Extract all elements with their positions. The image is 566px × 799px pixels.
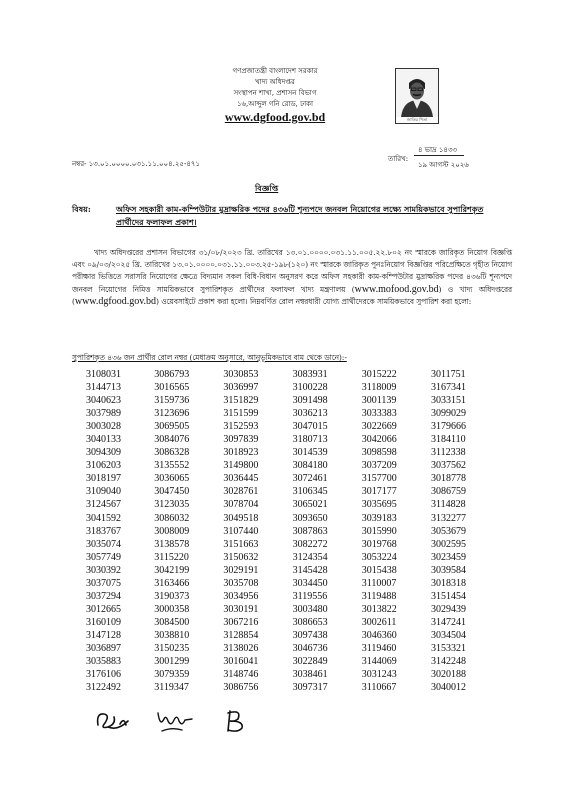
roll-number-cell: 3030392 [86,564,121,576]
roll-number-cell: 3093650 [292,512,328,524]
roll-number-cell: 3015990 [361,525,397,537]
roll-number-cell: 3040133 [86,434,121,446]
roll-number-cell: 3106203 [86,460,121,472]
roll-number-cell: 3115220 [154,551,189,563]
roll-number-cell: 3109040 [86,486,121,498]
roll-number-cell: 3037075 [86,577,121,589]
roll-number-cell: 3038461 [292,669,328,681]
roll-number-cell: 3147241 [430,616,466,628]
table-row [86,485,501,498]
date-label: তারিখ: [388,155,409,163]
roll-number-cell: 3119347 [154,682,189,694]
table-row [86,603,501,616]
signature-1 [90,705,142,735]
date-divider [414,155,464,156]
roll-number-cell: 3040623 [86,395,121,407]
roll-number-cell: 3097438 [292,629,328,641]
roll-number-cell: 3028761 [223,486,259,498]
table-row [86,381,501,394]
roll-number-cell: 3149800 [223,460,259,472]
roll-number-cell: 3046360 [361,629,397,641]
roll-number-cell: 3114828 [430,499,466,511]
roll-number-cell: 3151599 [223,408,259,420]
table-row [86,564,501,577]
roll-number-cell: 3036213 [292,408,328,420]
roll-number-cell: 3152593 [223,421,259,433]
roll-number-cell: 3086759 [430,486,466,498]
roll-number-cell: 3084500 [154,616,190,628]
roll-number-cell: 3049518 [223,512,259,524]
roll-number-cell: 3015222 [361,369,397,380]
roll-number-cell: 3067216 [223,616,259,628]
roll-number-cell: 3037294 [86,590,121,602]
table-row [86,512,501,525]
roll-number-cell: 3150632 [223,551,259,563]
roll-number-cell: 3017177 [361,486,397,498]
roll-number-cell: 3065021 [292,499,328,511]
subject-label: বিষয়: [72,204,91,214]
roll-number-cell: 3003028 [86,421,121,433]
roll-number-cell: 3144069 [361,656,397,668]
table-row [86,681,501,694]
roll-number-cell: 3036445 [223,473,259,485]
roll-number-cell: 3018197 [86,473,121,485]
roll-number-cell: 3144713 [86,382,121,394]
roll-number-cell: 3046736 [292,642,328,654]
roll-number-cell: 3119488 [361,590,397,602]
table-row [86,459,501,472]
roll-number-cell: 3030191 [223,603,259,615]
roll-number-cell: 3035708 [223,577,259,589]
roll-number-cell: 3148746 [223,669,259,681]
roll-number-cell: 3079359 [154,669,190,681]
roll-number-cell: 3034504 [430,629,466,641]
roll-number-cell: 3087863 [292,525,328,537]
body-paragraph [72,247,512,308]
notice-title: বিজ্ঞপ্তি [255,183,279,193]
signature-2 [152,705,204,735]
roll-number-cell: 3040012 [430,682,466,694]
table-row [86,642,501,655]
date-bangla: ৪ ভাদ্র ১৪৩৩ [418,146,458,154]
letterhead [200,66,350,123]
roll-number-cell: 3086756 [223,682,259,694]
roll-number-cell: 3036065 [154,473,190,485]
roll-number-cell: 3042199 [154,564,190,576]
roll-number-cell: 3142248 [430,656,466,668]
table-row [86,407,501,420]
roll-number-cell: 3047015 [292,421,328,433]
roll-number-cell: 3053679 [430,525,466,537]
table-row [86,368,501,381]
roll-number-cell: 3150235 [154,642,190,654]
roll-number-cell: 3091498 [292,395,328,407]
table-row [86,525,501,538]
roll-number-cell: 3029191 [223,564,259,576]
table-row [86,551,501,564]
roll-number-cell: 3036997 [223,382,259,394]
roll-number-cell: 3119460 [361,642,397,654]
roll-number-cell: 3069505 [154,421,190,433]
roll-number-cell: 3022849 [292,656,328,668]
roll-number-cell: 3018923 [223,447,259,459]
roll-number-cell: 3016041 [223,656,259,668]
signature-3 [218,705,270,735]
letterhead-branch: সংস্থাপন শাখা, প্রশাসন বিভাগ [233,89,317,97]
roll-number-cell: 3086793 [154,369,190,380]
roll-number-cell: 3023459 [430,551,466,563]
roll-number-cell: 3008009 [154,525,190,537]
roll-number-cell: 3112338 [430,447,466,459]
roll-number-cell: 3016565 [154,382,190,394]
table-row [86,394,501,407]
roll-list-heading: সুপারিশকৃত ৪৩৬ জন প্রার্থীর রোল নম্বর (মেধাক্রম অনুসারে, আনুভূমিকভাবে বাম থেকে ডানে):- [72,353,347,362]
roll-number-cell: 3084076 [154,434,190,446]
roll-number-cell: 3037562 [430,460,466,472]
roll-number-cell: 3135552 [154,460,190,472]
memo-number: নম্বর- ১৩.০১.০০০০.০৩১.১১.০০৪.২৫-৪৭১ [72,160,200,168]
roll-number-cell: 3018318 [430,577,466,589]
portrait-caption: জাতির পিতা [406,117,428,122]
roll-number-cell: 3159736 [154,395,190,407]
roll-number-cell: 3180713 [292,434,328,446]
roll-number-cell: 3145428 [292,564,328,576]
roll-number-cell: 3035695 [361,499,397,511]
roll-number-cell: 3107440 [223,525,259,537]
roll-number-cell: 3183767 [86,525,121,537]
body-text-part1: খাদ্য অধিদপ্তরের প্রশাসন বিভাগের ৩১/০৮/২০২৩ খ্রি. তারিখের ১৩.০১.০০০০.০৩১.১১.০০৫.২২.৮০২ নং স্মারকে জারিকৃত নিয়োগ বিজ্ঞপ্তি এবং ০৯/০৩/২০২৫ খ্রি. তারিখের ১৩.০১.০০০০.০৩১.১১.০০৩.২৫-১৯৮(১২০) নং স্মারকে জারিকৃত পুনঃনিয়োগ বিজ্ঞপ্তির পরিপ্রেক্ষিতে গৃহীত নিয়োগ পরীক্ষার ভিত্তিতে সরাসরি নিয়োগের ক্ষেত্রে বিদ্যমান সকল বিধি-বিধান অনুসরণ করে অফিস সহকারী কাম-কম্পিউটার মুদ্রাক্ষরিক পদের ৪৩৬টি শূন্যপদে জনবল নিয়োগের নিমিত্ত সাময়িকভাবে সুপারিশকৃত প্রার্থীদের ফলাফল খাদ্য মন্ত্রণালয় ( [72,248,512,294]
roll-number-cell: 3138026 [223,642,259,654]
roll-number-cell: 3138578 [154,538,190,550]
table-row [86,420,501,433]
table-row [86,577,501,590]
roll-number-cell: 3151663 [223,538,259,550]
roll-number-cell: 3037989 [86,408,121,420]
roll-number-cell: 3014539 [292,447,328,459]
roll-number-cell: 3018778 [430,473,466,485]
subject-text: অফিস সহকারী কাম-কম্পিউটার মুদ্রাক্ষরিক পদের ৪৩৬টি শূন্যপদে জনবল নিয়োগের লক্ষ্যে সাময়িকভাবে সুপারিশকৃত প্রার্থীদের ফলাফল প্রকাশ। [116,204,484,227]
roll-number-cell: 3012665 [86,603,121,615]
roll-number-cell: 3078704 [223,499,259,511]
roll-number-cell: 3057749 [86,551,121,563]
roll-number-cell: 3098598 [361,447,397,459]
roll-number-cell: 3035074 [86,538,121,550]
roll-number-cell: 3124354 [292,551,328,563]
roll-number-cell: 3151829 [223,395,259,407]
table-row [86,472,501,485]
body-text-part2: ) ও খাদ্য অধিদপ্তরের ( [72,284,512,306]
letterhead-government: গণপ্রজাতন্ত্রী বাংলাদেশ সরকার [232,67,318,75]
roll-number-cell: 3031243 [361,669,397,681]
roll-number-cell: 3100228 [292,382,328,394]
roll-number-cell: 3128854 [223,629,259,641]
roll-number-cell: 3053224 [361,551,397,563]
roll-number-cell: 3147128 [86,629,121,641]
roll-number-cell: 3176106 [86,669,121,681]
table-row [86,590,501,603]
mofood-url: www.mofood.gov.bd [354,283,439,295]
roll-number-cell: 3106345 [292,486,328,498]
roll-number-cell: 3190373 [154,590,190,602]
roll-number-cell: 3167341 [430,382,466,394]
roll-number-cell: 3084180 [292,460,328,472]
roll-number-cell: 3110007 [361,577,397,589]
roll-number-cell: 3124567 [86,499,121,511]
roll-number-cell: 3082272 [292,538,328,550]
table-row [86,668,501,681]
roll-number-cell: 3086653 [292,616,328,628]
date-english: ১৯ আগস্ট ২০২৬ [418,161,469,169]
roll-number-cell: 3037209 [361,460,397,472]
roll-number-cell: 3022669 [361,421,397,433]
roll-number-cell: 3086032 [154,512,190,524]
roll-number-cell: 3015438 [361,564,397,576]
roll-number-cell: 3030853 [223,369,259,380]
portrait-image [395,68,439,124]
roll-number-cell: 3033383 [361,408,397,420]
roll-number-cell: 3019768 [361,538,397,550]
roll-number-cell: 3003480 [292,603,328,615]
roll-number-cell: 3119556 [292,590,328,602]
roll-number-cell: 3099029 [430,408,466,420]
table-row [86,655,501,668]
table-row [86,446,501,459]
roll-number-cell: 3108031 [86,369,121,380]
roll-number-cell: 3132277 [430,512,466,524]
roll-number-cell: 3047450 [154,486,190,498]
roll-number-cell: 3110667 [361,682,397,694]
roll-number-cell: 3041592 [86,512,121,524]
table-row [86,629,501,642]
roll-number-cell: 3122492 [86,682,121,694]
subject [72,203,512,229]
roll-number-cell: 3123696 [154,408,190,420]
roll-number-cell: 3094309 [86,447,121,459]
letterhead-address: ১৬,আব্দুল গনি রোড, ঢাকা [236,100,314,108]
roll-number-cell: 3036897 [86,642,121,654]
roll-number-cell: 3118009 [361,382,397,394]
body-text-part3: ) ওয়েবসাইটে প্রকাশ করা হলো। নিম্নবর্ণিত রোল নম্বরধারী যোগ্য প্রার্থীদেরকে সাময়িকভাবে সুপারিশ করা হলো: [156,296,472,306]
roll-number-cell: 3151454 [430,590,466,602]
roll-number-cell: 3013822 [361,603,397,615]
roll-number-table [86,368,501,694]
roll-number-cell: 3086328 [154,447,190,459]
portrait-icon [396,69,438,117]
roll-number-cell: 3042066 [361,434,397,446]
table-row [86,538,501,551]
roll-number-cell: 3002611 [361,616,397,628]
roll-number-cell: 3083931 [292,369,328,380]
table-row [86,616,501,629]
letterhead-department: খাদ্য অধিদপ্তর [255,78,295,86]
roll-number-cell: 3038810 [154,629,190,641]
roll-number-cell: 3034450 [292,577,328,589]
roll-number-cell: 3029439 [430,603,466,615]
roll-number-cell: 3035883 [86,656,121,668]
roll-number-cell: 3000358 [154,603,190,615]
roll-number-cell: 3072461 [292,473,328,485]
roll-number-cell: 3097839 [223,434,259,446]
roll-number-cell: 3184110 [430,434,466,446]
roll-number-cell: 3001299 [154,656,190,668]
roll-number-cell: 3033151 [430,395,466,407]
letterhead-website: www.dgfood.gov.bd [224,110,326,124]
table-row [86,498,501,511]
roll-number-cell: 3039183 [361,512,397,524]
roll-number-cell: 3002595 [430,538,466,550]
roll-number-cell: 3034956 [223,590,259,602]
roll-number-cell: 3179666 [430,421,466,433]
roll-number-cell: 3123035 [154,499,190,511]
roll-number-cell: 3039584 [430,564,466,576]
roll-number-cell: 3160109 [86,616,121,628]
roll-number-cell: 3163466 [154,577,190,589]
roll-number-cell: 3157700 [361,473,397,485]
table-row [86,433,501,446]
roll-number-cell: 3153321 [430,642,466,654]
dgfood-url: www.dgfood.gov.bd [74,295,157,307]
roll-number-cell: 3020188 [430,669,466,681]
roll-number-cell: 3097317 [292,682,328,694]
roll-number-cell: 3001139 [361,395,397,407]
roll-number-cell: 3011751 [430,369,466,380]
